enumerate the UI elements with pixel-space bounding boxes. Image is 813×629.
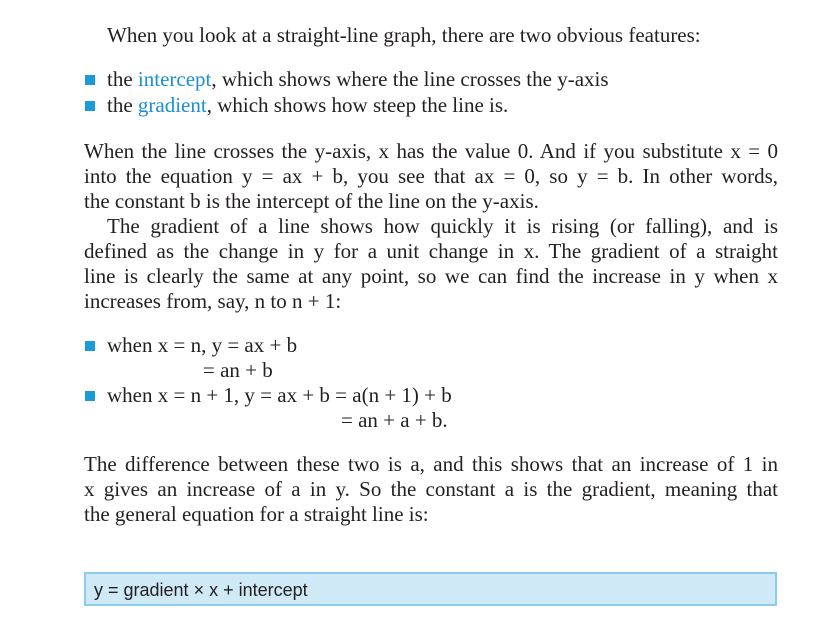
paragraph-1-line: When the line crosses the y-axis, x has the value 0. And if you substitute x = 0 — [84, 139, 778, 163]
paragraph-3-line: the general equation for a straight line is: — [84, 502, 429, 526]
bullet-square-icon — [85, 101, 95, 111]
paragraph-2-line: line is clearly the same at any point, so we can find the increase in y when x — [84, 264, 778, 288]
formula-box — [84, 572, 777, 606]
feature-item-gradient — [107, 92, 508, 118]
derivation-step-1: when x = n, y = ax + b — [107, 333, 298, 357]
paragraph-2-line: defined as the change in y for a unit change in x. The gradient of a straight — [84, 239, 778, 263]
feature-post: , which shows how steep the line is. — [206, 93, 509, 117]
bullet-square-icon — [85, 75, 95, 85]
formula-text: y = gradient × x + intercept — [94, 580, 308, 600]
derivation-step-1-continued: = an + b — [203, 358, 273, 382]
term-intercept: intercept — [137, 67, 212, 91]
paragraph-3-line: x gives an increase of a in y. So the constant a is the gradient, meaning that — [84, 477, 778, 501]
feature-pre: the — [107, 93, 138, 117]
intro-sentence: When you look at a straight-line graph, there are two obvious features: — [107, 23, 701, 47]
paragraph-2-line: increases from, say, n to n + 1: — [84, 289, 342, 313]
feature-pre: the — [107, 67, 138, 91]
paragraph-1-line: into the equation y = ax + b, you see that ax = 0, so y = b. In other words, — [84, 164, 778, 188]
bullet-square-icon — [85, 341, 95, 351]
paragraph-2-line: The gradient of a line shows how quickly it is rising (or falling), and is — [107, 214, 778, 238]
paragraph-3-line: The difference between these two is a, and this shows that an increase of 1 in — [84, 452, 778, 476]
derivation-step-2-continued: = an + a + b. — [341, 408, 448, 432]
term-gradient: gradient — [137, 93, 207, 117]
bullet-square-icon — [85, 391, 95, 401]
paragraph-1-line: the constant b is the intercept of the line on the y-axis. — [84, 189, 539, 213]
feature-item-intercept — [107, 66, 609, 92]
derivation-step-2: when x = n + 1, y = ax + b = a(n + 1) + b — [107, 383, 452, 407]
feature-post: , which shows where the line crosses the y-axis — [211, 67, 609, 91]
